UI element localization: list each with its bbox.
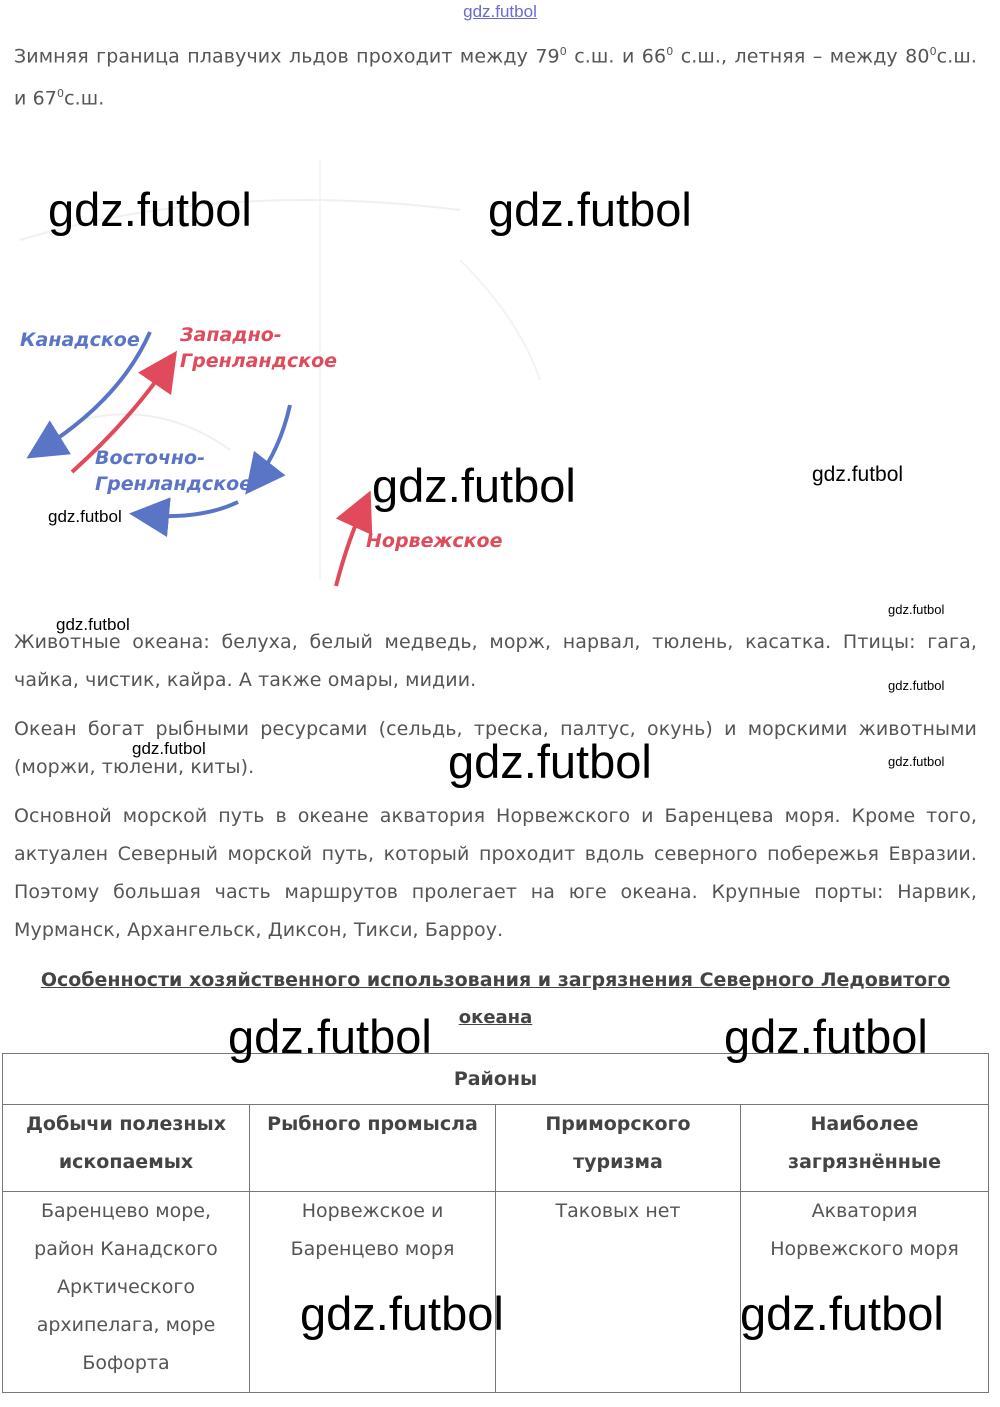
watermark-text: gdz.futbol [888, 754, 945, 769]
ice-text-3: с.ш., летняя – между 80 [673, 45, 930, 68]
routes-paragraph: Основной морской путь в океане акватория Норвежского и Баренцева моря. Кроме того, актуален Северный морской путь, который проходит вдоль северного побережья Евразии. Поэтому большая часть маршрутов пролегает на юге океана. Крупные порты: Нарвик, Мурманск, Архангельск, Диксон, Тикси, Барроу. [14, 805, 977, 941]
degree-mark: 0 [929, 45, 937, 58]
table-cell-polluted: Акватория Норвежского моря [741, 1192, 989, 1393]
watermark-text: gdz.futbol [228, 1010, 432, 1063]
watermark-text: gdz.futbol [132, 739, 206, 758]
watermark-text: gdz.futbol [48, 183, 252, 236]
watermark-text: gdz.futbol [888, 602, 945, 617]
ice-boundary-paragraph [14, 33, 977, 118]
table-cell-mining: Баренцево море, район Канадского Арктического архипелага, море Бофорта [3, 1192, 250, 1393]
ice-text-5: с.ш. [64, 87, 105, 110]
watermark-text: gdz.futbol [372, 459, 576, 512]
watermark-text: gdz.futbol [888, 678, 945, 693]
table-header-row [3, 1105, 989, 1192]
column-header-fishing: Рыбного промысла [250, 1105, 496, 1192]
degree-mark: 0 [56, 87, 65, 101]
degree-mark: 0 [666, 45, 674, 58]
watermark-text: gdz.futbol [488, 183, 692, 236]
watermark-text: gdz.futbol [48, 507, 122, 526]
top-watermark-link[interactable]: gdz.futbol [463, 2, 537, 21]
ice-text-1: Зимняя граница плавучих льдов проходит между 79 [14, 45, 560, 68]
norwegian-current-arrow [336, 505, 364, 586]
label-west-greenland-2: Гренландское [180, 350, 338, 372]
label-east-greenland-2: Гренландское [95, 473, 253, 495]
column-header-mining: Добычи полезных ископаемых [3, 1105, 250, 1192]
label-west-greenland-1: Западно- [180, 324, 282, 346]
table-cell-tourism: Таковых нет [496, 1192, 741, 1393]
regions-table [2, 1053, 989, 1393]
degree-mark: 0 [559, 45, 567, 58]
ice-text-4: с.ш. и 67 [14, 45, 977, 110]
watermark-text: gdz.futbol [448, 735, 652, 788]
animals-paragraph: Животные океана: белуха, белый медведь, морж, нарвал, тюлень, касатка. Птицы: гага, чайка, чистик, кайра. А также омары, мидии. [14, 631, 977, 691]
column-header-polluted: Наиболее загрязнённые [741, 1105, 989, 1192]
label-east-greenland-1: Восточно- [95, 447, 205, 469]
section-title-line-2: океана [458, 1007, 533, 1028]
watermark-text: gdz.futbol [812, 463, 904, 486]
label-norwegian: Норвежское [366, 530, 503, 552]
ice-text-2: с.ш. и 66 [566, 45, 667, 68]
table-cell-fishing: Норвежское и Баренцево моря [250, 1192, 496, 1393]
watermark-text: gdz.futbol [56, 615, 130, 634]
label-canadian: Канадское [20, 329, 140, 351]
east-greenland-branch-arrow [145, 502, 238, 516]
column-header-tourism: Приморского туризма [496, 1105, 741, 1192]
table-group-header: Районы [3, 1054, 989, 1105]
east-greenland-current-arrow [255, 405, 290, 482]
watermark-text: gdz.futbol [740, 1287, 944, 1340]
watermark-text: gdz.futbol [724, 1010, 928, 1063]
fish-paragraph: Океан богат рыбными ресурсами (сельдь, треска, палтус, окунь) и морскими животными (моржи, тюлени, киты). [14, 718, 977, 778]
section-title-line-1: Особенности хозяйственного использования и загрязнения Северного Ледовитого [40, 969, 951, 991]
watermark-text: gdz.futbol [300, 1287, 504, 1340]
